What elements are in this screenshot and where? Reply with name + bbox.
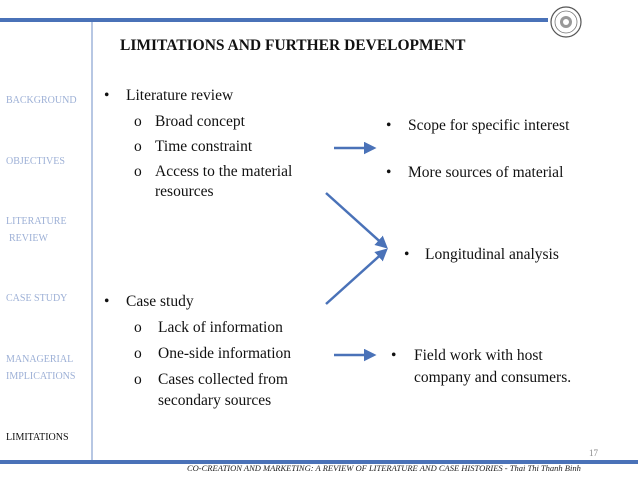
literature-item-broad-concept: Broad concept bbox=[155, 113, 245, 130]
bullet-glyph: • bbox=[386, 164, 392, 181]
sidebar-item-background[interactable]: BACKGROUND bbox=[6, 95, 77, 106]
scope-specific-interest: Scope for specific interest bbox=[408, 117, 570, 134]
literature-item-access-cont: resources bbox=[155, 183, 214, 200]
bullet-glyph: • bbox=[404, 246, 410, 263]
literature-item-time-constraint: Time constraint bbox=[155, 138, 253, 155]
slide-title: LIMITATIONS AND FURTHER DEVELOPMENT bbox=[120, 37, 466, 54]
sub-bullet-glyph: o bbox=[134, 345, 142, 362]
sidebar-item-review[interactable]: REVIEW bbox=[9, 233, 48, 244]
bullet-glyph: • bbox=[386, 117, 392, 134]
case-item-collected-cont: secondary sources bbox=[158, 392, 272, 409]
arrow-literature-to-longitudinal bbox=[326, 193, 386, 247]
case-item-lack-info: Lack of information bbox=[158, 319, 283, 336]
sub-bullet-glyph: o bbox=[134, 319, 142, 336]
sub-bullet-glyph: o bbox=[134, 138, 142, 155]
sidebar-item-implications[interactable]: IMPLICATIONS bbox=[6, 371, 76, 382]
sidebar-item-case-study[interactable]: CASE STUDY bbox=[6, 293, 68, 304]
literature-item-access: Access to the material bbox=[155, 163, 293, 180]
literature-review-heading: Literature review bbox=[126, 87, 234, 104]
bullet-glyph: • bbox=[104, 293, 110, 310]
field-work-line2: company and consumers. bbox=[414, 369, 572, 386]
sub-bullet-glyph: o bbox=[134, 113, 142, 130]
slide-footer: CO-CREATION AND MARKETING: A REVIEW OF LITERATURE AND CASE HISTORIES - Thai Thi Thanh Binh bbox=[187, 463, 581, 473]
case-item-collected: Cases collected from bbox=[158, 371, 288, 388]
sub-bullet-glyph: o bbox=[134, 163, 142, 180]
arrow-case-to-longitudinal bbox=[326, 250, 386, 304]
more-sources-material: More sources of material bbox=[408, 164, 564, 181]
sidebar-item-managerial[interactable]: MANAGERIAL bbox=[6, 354, 74, 365]
sidebar-item-limitations[interactable]: LIMITATIONS bbox=[6, 432, 69, 443]
case-item-one-side: One-side information bbox=[158, 345, 292, 362]
field-work-line1: Field work with host bbox=[414, 347, 543, 364]
page-number: 17 bbox=[589, 448, 598, 458]
sidebar-item-objectives[interactable]: OBJECTIVES bbox=[6, 156, 65, 167]
sub-bullet-glyph: o bbox=[134, 371, 142, 388]
case-study-heading: Case study bbox=[126, 293, 194, 310]
bullet-glyph: • bbox=[391, 347, 397, 364]
longitudinal-analysis: Longitudinal analysis bbox=[425, 246, 559, 263]
sidebar-item-literature[interactable]: LITERATURE bbox=[6, 216, 67, 227]
bullet-glyph: • bbox=[104, 87, 110, 104]
